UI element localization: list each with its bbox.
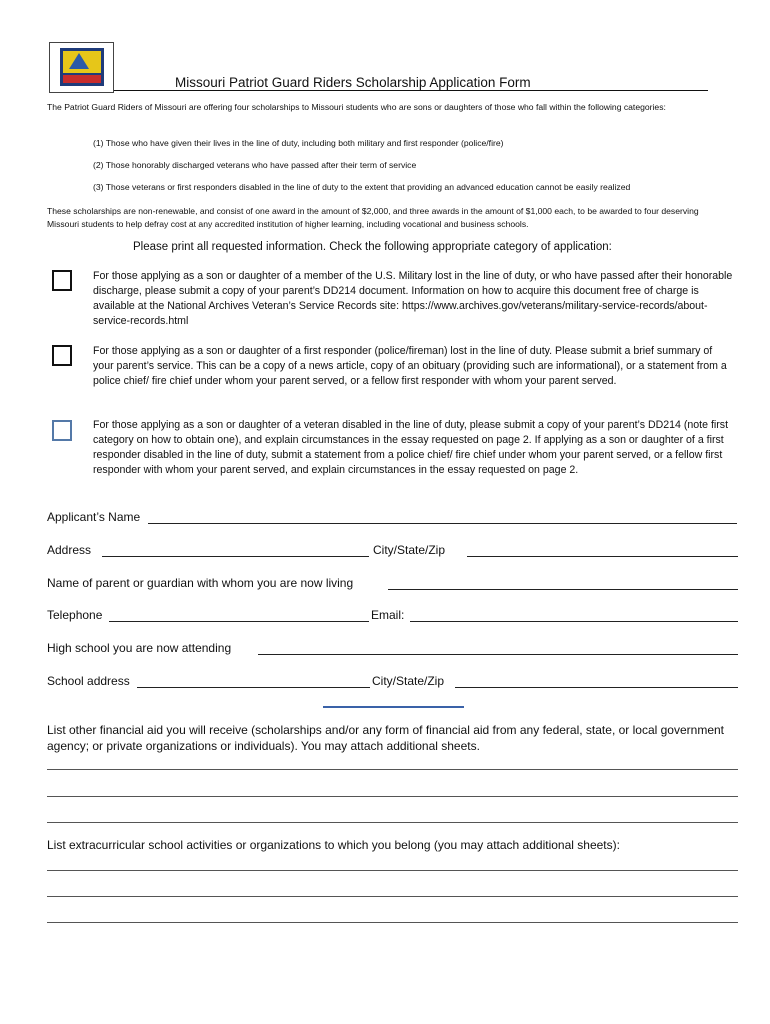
- option-3-checkbox[interactable]: [52, 420, 72, 441]
- parent-name-field[interactable]: [388, 589, 738, 590]
- address-label: Address: [47, 543, 92, 557]
- address-field[interactable]: [102, 556, 369, 557]
- financial-aid-prompt: List other financial aid you will receive (scholarships and/or any form of financial aid from any federal, state, or local government agency; or private organizations or individuals). You may attach additional sheets.: [47, 723, 724, 753]
- applicant-name-field[interactable]: [148, 523, 737, 524]
- category-1: (1) Those who have given their lives in the line of duty, including both military and first responder (police/fire): [93, 138, 504, 148]
- school-city-state-zip-label: City/State/Zip: [372, 674, 445, 688]
- intro-text: The Patriot Guard Riders of Missouri are offering four scholarships to Missouri students who are sons or daughters of those who fall within the following categories:: [47, 102, 666, 112]
- school-address-label: School address: [47, 674, 130, 688]
- category-3: (3) Those veterans or first responders disabled in the line of duty to the extent that providing an advanced education cannot be easily realized: [93, 182, 631, 192]
- financial-aid-line-1[interactable]: [47, 769, 738, 770]
- awards-text: These scholarships are non-renewable, and consist of one award in the amount of $2,000, and three awards in the amount of $1,000 each, to be awarded to four deserving Missouri students to help defray cost at any accredited institution of higher learning, including vocational and business schools.: [47, 206, 699, 229]
- option-2-checkbox[interactable]: [52, 345, 72, 366]
- option-2-text: For those applying as a son or daughter of a first responder (police/fireman) lost in the line of duty. Please submit a brief summary of your parent’s service. This can be a copy of a news article, copy of an obituary (providing such are informational), or a statement from a police chief/ fire chief under whom your parent served, or a fellow first responder with whom your parent served.: [93, 345, 727, 387]
- high-school-field[interactable]: [258, 654, 738, 655]
- telephone-field[interactable]: [109, 621, 369, 622]
- high-school-label: High school you are now attending: [47, 641, 232, 655]
- logo: [49, 42, 114, 93]
- extracurricular-prompt: List extracurricular school activities or organizations to which you belong (you may attach additional sheets):: [47, 838, 620, 852]
- school-address-field[interactable]: [137, 687, 370, 688]
- telephone-label: Telephone: [47, 608, 103, 622]
- extracurricular-line-3[interactable]: [47, 922, 738, 923]
- email-field[interactable]: [410, 621, 738, 622]
- option-1-checkbox[interactable]: [52, 270, 72, 291]
- financial-aid-line-3[interactable]: [47, 822, 738, 823]
- title-underline: [114, 90, 708, 91]
- email-label: Email:: [371, 608, 405, 622]
- school-city-state-zip-field[interactable]: [455, 687, 738, 688]
- page-title: Missouri Patriot Guard Riders Scholarship Application Form: [175, 75, 531, 90]
- city-state-zip-label: City/State/Zip: [373, 543, 446, 557]
- financial-aid-line-2[interactable]: [47, 796, 738, 797]
- instruction-text: Please print all requested information. Check the following appropriate category of application:: [133, 241, 612, 253]
- applicant-name-label: Applicant’s Name: [47, 510, 141, 524]
- extracurricular-line-1[interactable]: [47, 870, 738, 871]
- category-2: (2) Those honorably discharged veterans who have passed after their term of service: [93, 160, 417, 170]
- flag-logo-icon: [60, 48, 104, 86]
- city-state-zip-field[interactable]: [467, 556, 738, 557]
- extracurricular-line-2[interactable]: [47, 896, 738, 897]
- option-3-text: For those applying as a son or daughter of a veteran disabled in the line of duty, please submit a copy of your parent’s DD214 (note first category on how to obtain one), and explain circumstances in the essay requested on page 2. If applying as a son or daughter of a first responder disabled in the line of duty, submit a statement from a police chief/ fire chief under whom your parent served, or a fellow first responder with whom your parent served, and explain circumstances in the essay requested on page 2.: [93, 419, 729, 476]
- section-divider: [323, 706, 464, 708]
- parent-name-label: Name of parent or guardian with whom you are now living: [47, 576, 354, 590]
- option-1-text: For those applying as a son or daughter of a member of the U.S. Military lost in the line of duty, or who have passed after their honorable discharge, please submit a copy of your parent’s DD214 document. Information on how to acquire this document free of charge is available at the National Archives Veteran’s Service Records site: https://www.archives.gov/veterans/military-service-records/about-service-records.html: [93, 270, 733, 327]
